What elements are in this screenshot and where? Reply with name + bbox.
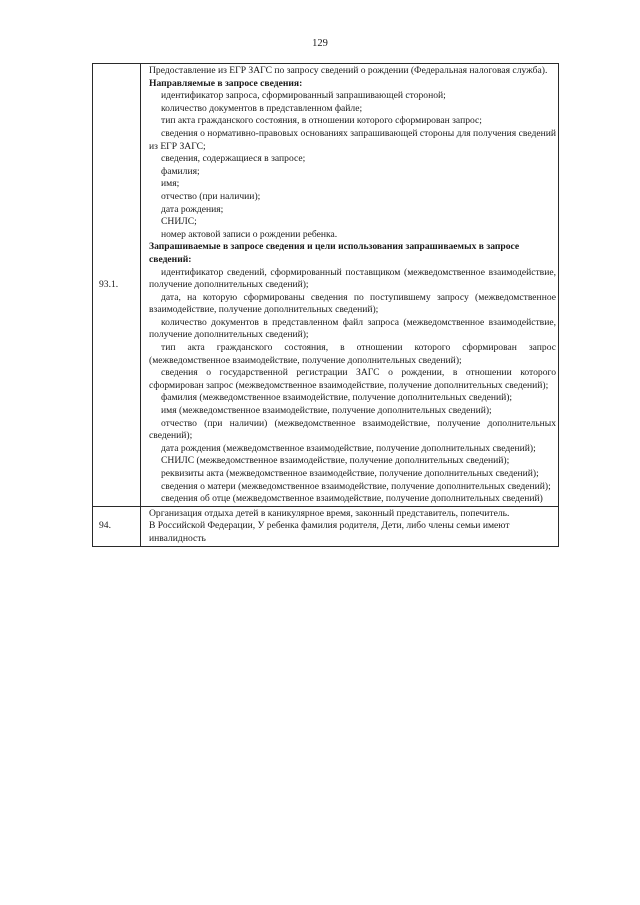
- requested-item: идентификатор сведений, сформированный поставщиком (межведомственное взаимодействие, получение дополнительных сведений);: [149, 266, 556, 291]
- page-number: 129: [312, 38, 328, 49]
- requested-item: СНИЛС (межведомственное взаимодействие, получение дополнительных сведений);: [161, 455, 510, 467]
- sent-item: номер актовой записи о рождении ребенка.: [161, 228, 338, 240]
- requested-item: количество документов в представленном файл запроса (межведомственное взаимодействие, получение дополнительных сведений);: [149, 316, 556, 341]
- requested-item: тип акта гражданского состояния, в отношении которого сформирован запрос (межведомственное взаимодействие, получение дополнительных сведений);: [149, 342, 556, 366]
- requested-item: сведения об отце (межведомственное взаимодействие, получение дополнительных сведений): [161, 493, 543, 505]
- row-line: В Российской Федерации, У ребенка фамилия родителя, Дети, либо члены семьи имеют инвалидность: [149, 520, 510, 544]
- sent-item: идентификатор запроса, сформированный запрашивающей стороной;: [161, 90, 446, 102]
- sent-item: сведения о нормативно-правовых основаниях запрашивающей стороны для получения сведений из ЕГР ЗАГС;: [149, 127, 557, 152]
- table-row-94: [93, 506, 559, 546]
- sent-item: отчество (при наличии);: [161, 190, 261, 202]
- requested-item: фамилия (межведомственное взаимодействие, получение дополнительных сведений);: [161, 392, 513, 404]
- sent-item: СНИЛС;: [161, 216, 197, 228]
- sent-item: количество документов в представленном файле;: [161, 102, 363, 114]
- requested-item: дата, на которую сформированы сведения по поступившему запросу (межведомственное взаимодействие, получение дополнительных сведений);: [149, 291, 556, 316]
- requested-item: сведения о государственной регистрации ЗАГС о рождении, в отношении которого сформирован запрос (межведомственное взаимодействие, получение дополнительных сведений);: [149, 367, 556, 391]
- requested-item: имя (межведомственное взаимодействие, получение дополнительных сведений);: [161, 405, 492, 417]
- row-number: 94.: [93, 506, 141, 546]
- sent-item: имя;: [161, 178, 180, 190]
- row-title: Предоставление из ЕГР ЗАГС по запросу сведений о рождении (Федеральная налоговая служба).: [149, 65, 548, 76]
- requested-item: реквизиты акта (межведомственное взаимодействие, получение дополнительных сведений);: [161, 468, 539, 479]
- sent-heading: Направляемые в запросе сведения:: [149, 77, 303, 89]
- row-content: [141, 64, 559, 507]
- sent-item: тип акта гражданского состояния, в отношении которого сформирован запрос;: [161, 115, 482, 127]
- table-row-93-1: [93, 64, 559, 507]
- sent-item: фамилия;: [161, 165, 200, 177]
- row-line: Организация отдыха детей в каникулярное время, законный представитель, попечитель.: [149, 507, 510, 519]
- requested-heading: Запрашиваемые в запросе сведения и цели использования запрашиваемых в запросе сведений:: [149, 241, 520, 265]
- requested-item: сведения о матери (межведомственное взаимодействие, получение дополнительных сведений);: [161, 480, 551, 492]
- sent-item: дата рождения;: [161, 203, 224, 215]
- row-content: [141, 506, 559, 546]
- document-table: [92, 63, 559, 547]
- row-number: 93.1.: [93, 64, 141, 507]
- requested-item: дата рождения (межведомственное взаимодействие, получение дополнительных сведений);: [161, 442, 536, 454]
- requested-item: отчество (при наличии) (межведомственное взаимодействие, получение дополнительных сведений);: [149, 417, 556, 442]
- sent-item: сведения, содержащиеся в запросе;: [161, 153, 306, 165]
